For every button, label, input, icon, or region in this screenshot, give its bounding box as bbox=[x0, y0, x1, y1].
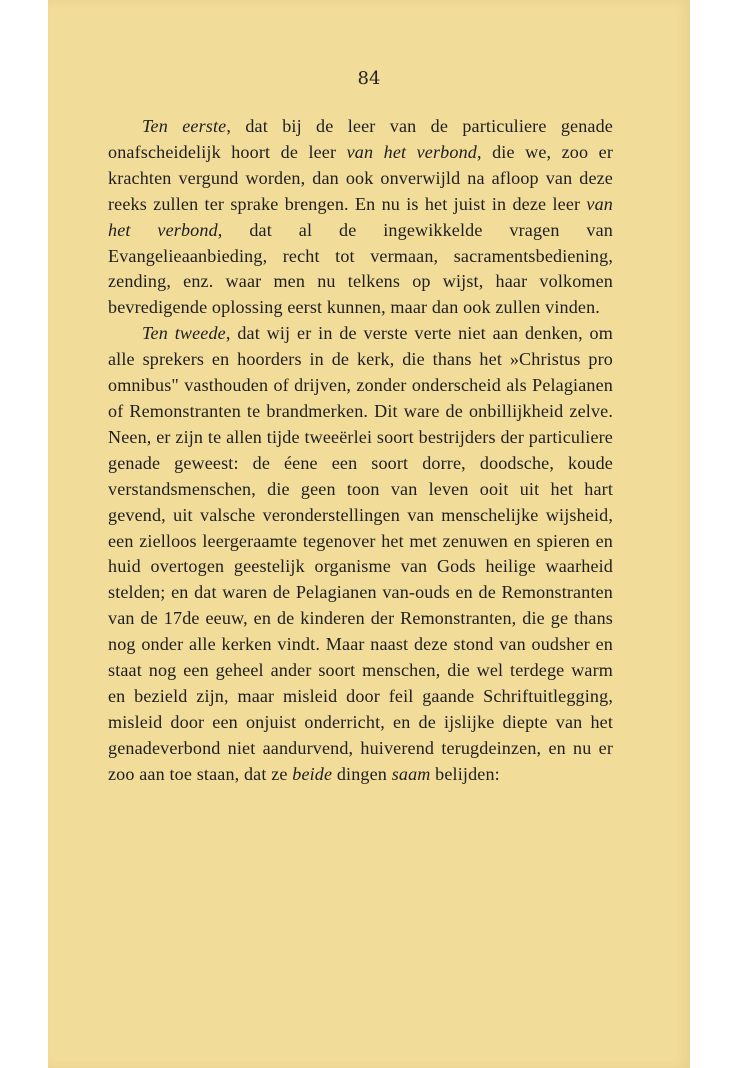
term-ten-tweede: Ten tweede bbox=[142, 323, 226, 344]
text-run: belijden: bbox=[430, 763, 500, 784]
text-run: , dat al de ingewikkelde vragen van Evangelieaanbieding, recht tot vermaan, sacramentsbediening, zending, enz. waar men nu telkens op wijst, haar volkomen bevredigende oplossing eerst kunnen, maar dan ook zullen vinden. bbox=[108, 219, 613, 318]
term-van-het-verbond: van het verbond bbox=[346, 141, 477, 162]
page-number: 84 bbox=[357, 68, 381, 89]
body-text bbox=[108, 114, 613, 788]
text-run: , dat wij er in de verste verte niet aan denken, om alle sprekers en hoorders in de kerk, die thans het »Christus pro omnibus" vasthouden of drijven, zonder onderscheid als Pelagianen of Remonstranten te brandmerken. Dit ware de onbillijkheid zelve. Neen, er zijn te allen tijde tweeërlei soort bestrijders der particuliere genade geweest: de éene een soort dorre, doodsche, koude verstandsmenschen, die geen toon van leven ooit uit het hart gevend, uit valsche veronderstellingen van menschelijke wijsheid, een zielloos leergeraamte tegenover het met zenuwen en spieren en huid overtogen geestelijk organisme van Gods heilige waarheid stelden; en dat waren de Pelagianen van-ouds en de Remonstranten van de 17de eeuw, en de kinderen der Remonstranten, die ge thans nog onder alle kerken vindt. Maar naast deze stond van oudsher en staat nog een geheel ander soort menschen, die wel terdege warm en bezield zijn, maar misleid door feil gaande Schriftuitlegging, misleid door een onjuist onderricht, en de ijslijke diepte van het genadeverbond niet aandurvend, huiverend terugdeinzen, en nu er zoo aan toe staan, dat ze bbox=[108, 323, 613, 784]
paragraph-1 bbox=[108, 114, 613, 321]
text-run: dingen bbox=[332, 763, 392, 784]
paragraph-2 bbox=[108, 321, 613, 787]
book-page bbox=[48, 0, 690, 1068]
text-run: , dat bij de leer van de particuliere genade onafscheidelijk hoort de leer bbox=[108, 116, 613, 162]
term-beide: beide bbox=[292, 763, 333, 784]
text-run: , die we, zoo er krachten vergund worden, dan ook onverwijld na afloop van deze reeks zullen ter sprake brengen. En nu is het juist in deze leer bbox=[108, 141, 613, 214]
term-saam: saam bbox=[391, 763, 431, 784]
term-ten-eerste: Ten eerste bbox=[142, 116, 227, 136]
term-van-het-verbond: van het verbond bbox=[108, 193, 613, 240]
